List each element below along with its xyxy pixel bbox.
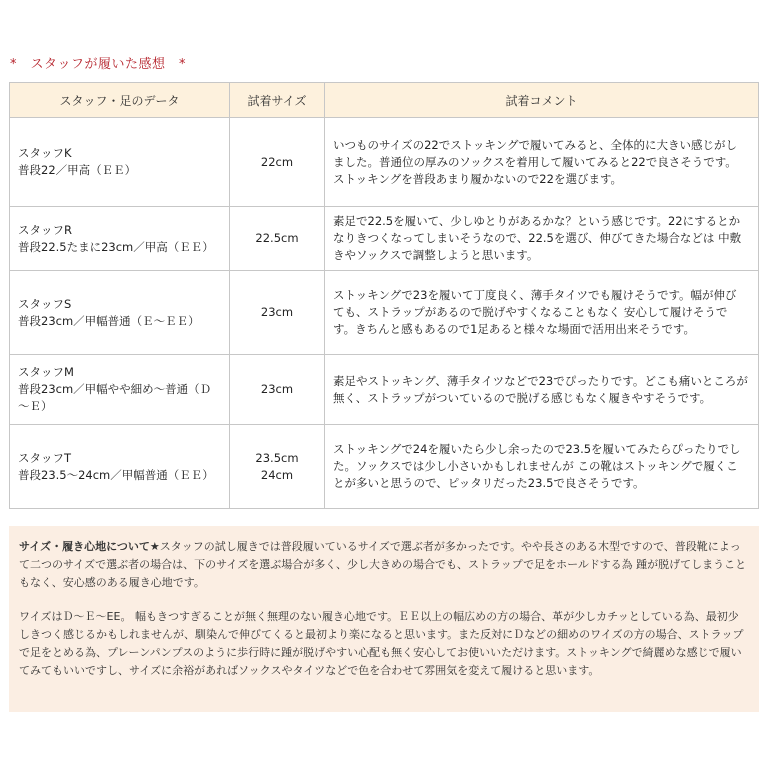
- staff-cell: [10, 207, 230, 271]
- comment-cell: いつものサイズの22でストッキングで履いてみると、全体的に大きい感じがしました。普通位の厚みのソックスを着用して履いてみると22で良さそうです。ストッキングを普段あまり履かないので22を選びます。: [325, 118, 759, 207]
- trial-size: 23cm: [260, 305, 294, 319]
- staff-cell: [10, 271, 230, 355]
- table-row: [10, 118, 759, 207]
- comment-cell: 素足で22.5を履いて、少しゆとりがあるかな？という感じです。22にするとかなりきつくなってしまいそうなので、22.5を選び、伸びてきた場合などは 中敷きやソックスで調整しようと思います。: [325, 207, 759, 271]
- staff-foot-data: 普段23.5～24cm／甲幅普通（ＥＥ）: [18, 467, 214, 482]
- staff-cell: [10, 355, 230, 425]
- size-cell: [230, 425, 325, 509]
- staff-foot-data: 普段23cm／甲幅やや細め～普通（Ｄ～Ｅ）: [18, 382, 212, 413]
- note-text: スタッフの試し履きでは普段履いているサイズで選ぶ者が多かったです。やや長さのある木型ですので、普段靴によって二つのサイズで選ぶ者の場合は、下のサイズを選ぶ場合が多く、少し大きめの場合でも、ストラップで足をホールドする為 踵が脱げてしまうこともなく、安心感のある履き心地です。: [19, 540, 747, 589]
- table-row: [10, 355, 759, 425]
- header-staff: スタッフ・足のデータ: [10, 83, 230, 118]
- note-lead: サイズ・履き心地について★: [19, 540, 160, 553]
- trial-size: 22cm: [260, 154, 294, 169]
- staff-foot-data: 普段23cm／甲幅普通（Ｅ～ＥＥ）: [18, 313, 200, 328]
- comment-cell: 素足やストッキング、薄手タイツなどで23でぴったりです。どこも痛いところが無く、ストラップがついているので脱げる感じもなく履きやすそうです。: [325, 355, 759, 425]
- size-cell: [230, 118, 325, 207]
- size-cell: [230, 271, 325, 355]
- staff-name: スタッフT: [18, 450, 72, 465]
- staff-name: スタッフS: [18, 296, 72, 311]
- staff-name: スタッフR: [18, 222, 72, 237]
- size-cell: [230, 355, 325, 425]
- section-heading: * スタッフが履いた感想 *: [10, 57, 187, 72]
- staff-name: スタッフK: [18, 146, 72, 160]
- staff-name: スタッフM: [18, 365, 74, 379]
- trial-size: 23cm: [260, 382, 294, 396]
- staff-foot-data: 普段22.5たまに23cm／甲高（ＥＥ）: [18, 239, 214, 254]
- comment-cell: ストッキングで24を履いたら少し余ったので23.5を履いてみたらぴったりでした。ソックスでは少し小さいかもしれませんが この靴はストッキングで履くことが多いと思うので、ピッタリだった23.5で良さそうです。: [325, 425, 759, 509]
- staff-foot-data: 普段22／甲高（ＥＥ）: [18, 163, 137, 177]
- note-paragraph: ワイズはＤ～Ｅ～EE。 幅もきつすぎることが無く無理のない履き心地です。ＥＥ以上の幅広めの方の場合、革が少しカチッとしている為、最初少しきつく感じるかもしれませんが、馴染んで伸びてくると最初より楽になると思います。また反対にＤなどの細めのワイズの方の場合、ストラップで足をとめる為、プレーンパンプスのように歩行時に踵が脱げやすい心配も無く安心してお使いいただけます。ストッキングで綺麗めな感じで履いてみてもいいですし、サイズに余裕があればソックスやタイツなどで色を合わせて雰囲気を変えて履けると思います。: [19, 610, 744, 677]
- header-comment: 試着コメント: [325, 83, 759, 118]
- trial-size: 23.5cm: [255, 450, 299, 465]
- table-row: [10, 207, 759, 271]
- table-header-row: [10, 83, 759, 118]
- table-row: [10, 425, 759, 509]
- comment-cell: ストッキングで23を履いて丁度良く、薄手タイツでも履けそうです。幅が伸びても、ストラップがあるので脱げやすくなることもなく 安心して履けそうです。きちんと感もあるので1足あると様々な場面で活用出来そうです。: [325, 271, 759, 355]
- table-row: [10, 271, 759, 355]
- trial-size: 22.5cm: [255, 231, 299, 245]
- staff-cell: [10, 425, 230, 509]
- note-paragraph: [19, 538, 749, 592]
- header-size: 試着サイズ: [230, 83, 325, 118]
- size-cell: [230, 207, 325, 271]
- fitting-table: [9, 82, 759, 509]
- size-note-box: [9, 526, 759, 712]
- staff-cell: [10, 118, 230, 207]
- trial-size: 24cm: [260, 467, 294, 482]
